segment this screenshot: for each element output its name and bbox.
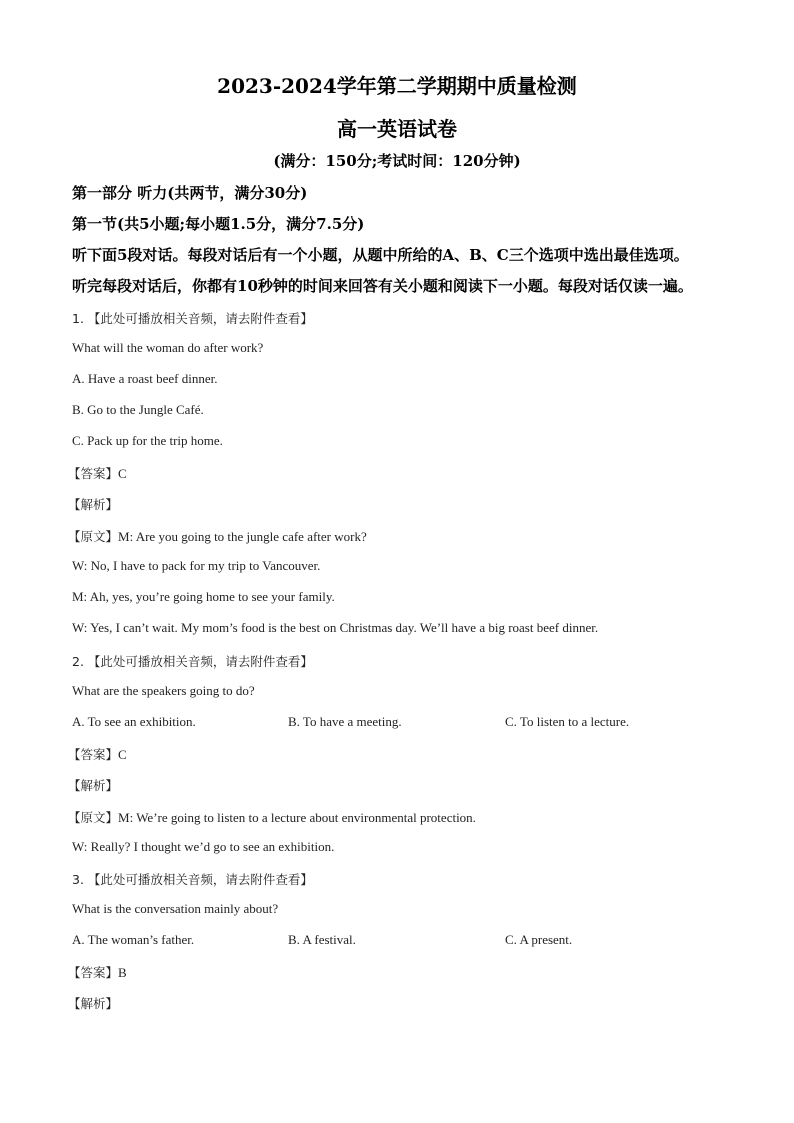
question-3-answer <box>68 963 127 982</box>
answer-tag: 【答案】 <box>68 747 119 762</box>
part-heading: 第一部分 听力(共两节，满分30分) <box>72 184 308 202</box>
question-number: 1. <box>72 311 84 326</box>
question-1-transcript-line-1 <box>68 527 367 546</box>
question-3-stem: What is the conversation mainly about? <box>72 901 279 916</box>
score-info: (满分：150分;考试时间：120分钟) <box>273 152 521 170</box>
answer-value: C <box>118 466 127 481</box>
instructions-line-1: 听下面5段对话。每段对话后有一个小题，从题中所给的A、B、C三个选项中选出最佳选项。 <box>72 246 689 264</box>
question-3-analysis-tag: 【解析】 <box>68 996 119 1011</box>
exam-title: 2023-2024学年第二学期期中质量检测 <box>217 74 577 98</box>
question-3-option-a: A. The woman’s father. <box>72 932 195 947</box>
audio-note[interactable]: 【此处可播放相关音频，请去附件查看】 <box>87 654 313 669</box>
question-1-header <box>72 309 313 327</box>
question-1-transcript-line-4: W: Yes, I can’t wait. My mom’s food is the best on Christmas day. We’ll have a big roast beef dinner. <box>72 620 599 635</box>
transcript-tag: 【原文】 <box>68 810 119 825</box>
question-2-option-a: A. To see an exhibition. <box>72 714 196 729</box>
answer-tag: 【答案】 <box>68 466 119 481</box>
question-2-transcript-line-2: W: Really? I thought we’d go to see an exhibition. <box>72 839 335 854</box>
exam-subtitle: 高一英语试卷 <box>337 117 457 141</box>
question-number: 3. <box>72 872 84 887</box>
question-1-option-c: C. Pack up for the trip home. <box>72 433 223 448</box>
transcript-text: M: We’re going to listen to a lecture about environmental protection. <box>118 810 476 825</box>
question-1-stem: What will the woman do after work? <box>72 340 264 355</box>
question-1-transcript-line-3: M: Ah, yes, you’re going home to see your family. <box>72 589 335 604</box>
question-3-option-b: B. A festival. <box>288 932 356 947</box>
question-2-transcript-line-1 <box>68 808 476 827</box>
audio-note[interactable]: 【此处可播放相关音频，请去附件查看】 <box>87 311 313 326</box>
question-number: 2. <box>72 654 84 669</box>
question-2-option-c: C. To listen to a lecture. <box>505 714 630 729</box>
question-2-analysis-tag: 【解析】 <box>68 778 119 793</box>
audio-note[interactable]: 【此处可播放相关音频，请去附件查看】 <box>87 872 313 887</box>
section-heading: 第一节(共5小题;每小题1.5分，满分7.5分) <box>72 215 365 233</box>
answer-value: B <box>118 965 127 980</box>
answer-tag: 【答案】 <box>68 965 119 980</box>
question-3-header <box>72 870 313 888</box>
answer-value: C <box>118 747 127 762</box>
question-2-answer <box>68 745 127 764</box>
question-1-answer <box>68 464 127 483</box>
question-1-option-a: A. Have a roast beef dinner. <box>72 371 218 386</box>
question-3-option-c: C. A present. <box>505 932 573 947</box>
question-1-transcript-line-2: W: No, I have to pack for my trip to Vancouver. <box>72 558 321 573</box>
transcript-text: M: Are you going to the jungle cafe after work? <box>118 529 367 544</box>
question-1-option-b: B. Go to the Jungle Café. <box>72 402 204 417</box>
transcript-tag: 【原文】 <box>68 529 119 544</box>
question-1-analysis-tag: 【解析】 <box>68 497 119 512</box>
instructions-line-2: 听完每段对话后，你都有10秒钟的时间来回答有关小题和阅读下一小题。每段对话仅读一遍。 <box>72 277 693 295</box>
question-2-option-b: B. To have a meeting. <box>288 714 402 729</box>
question-2-stem: What are the speakers going to do? <box>72 683 255 698</box>
question-2-header <box>72 652 313 670</box>
